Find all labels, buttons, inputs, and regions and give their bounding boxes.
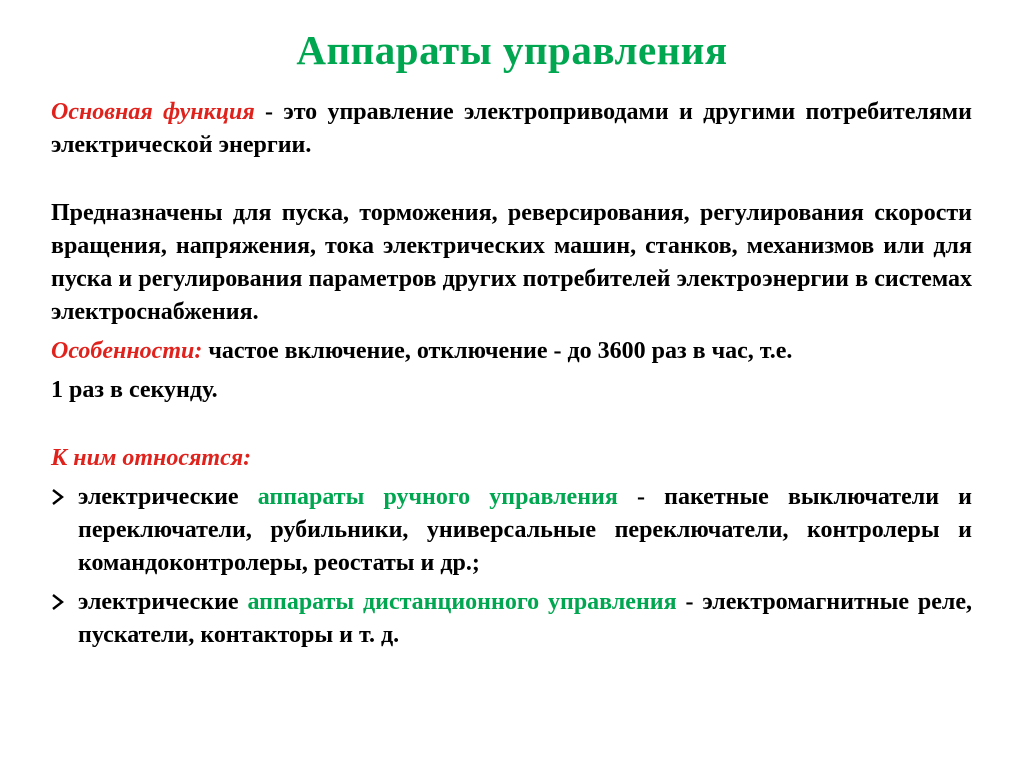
intro-paragraph — [51, 96, 972, 162]
slide-body — [51, 96, 972, 652]
list-item-pre: электрические — [78, 589, 248, 615]
relates-heading: К ним относятся: — [51, 445, 252, 471]
list-item-text — [78, 481, 972, 580]
list-item-post: - электромагнитные реле, пускатели, контакторы и т. д. — [78, 589, 972, 648]
list-item-pre: электрические — [78, 484, 258, 510]
list-item — [51, 586, 972, 652]
intro-lead: Основная функция — [51, 99, 255, 125]
list-item-text — [78, 586, 972, 652]
features-paragraph — [51, 335, 972, 368]
arrowhead-bullet-icon — [51, 586, 78, 610]
arrowhead-bullet-icon — [51, 481, 78, 505]
slide-title: Аппараты управления — [296, 27, 728, 73]
spacer — [51, 407, 972, 442]
purpose-paragraph: Предназначены для пуска, торможения, реверсирования, регулирования скорости вращения, напряжения, тока электрических машин, станков, механизмов или для пуска и регулирования параметров других потребителей электроэнергии в системах электроснабжения. — [51, 200, 972, 325]
features-lead: Особенности: — [51, 338, 203, 364]
features-text: частое включение, отключение - до 3600 раз в час, т.е. — [202, 338, 793, 364]
spacer — [51, 162, 972, 197]
list-item-highlight: аппараты ручного управления — [257, 484, 618, 510]
list-item — [51, 481, 972, 580]
features-continuation: 1 раз в секунду. — [51, 377, 218, 403]
list-item-highlight: аппараты дистанционного управления — [247, 589, 677, 615]
list-item-post: - пакетные выключатели и переключатели, рубильники, универсальные переключатели, контролеры и командоконтролеры, реостаты и др.; — [78, 484, 972, 576]
intro-text: - это управление электроприводами и другими потребителями электрической энергии. — [51, 99, 972, 158]
